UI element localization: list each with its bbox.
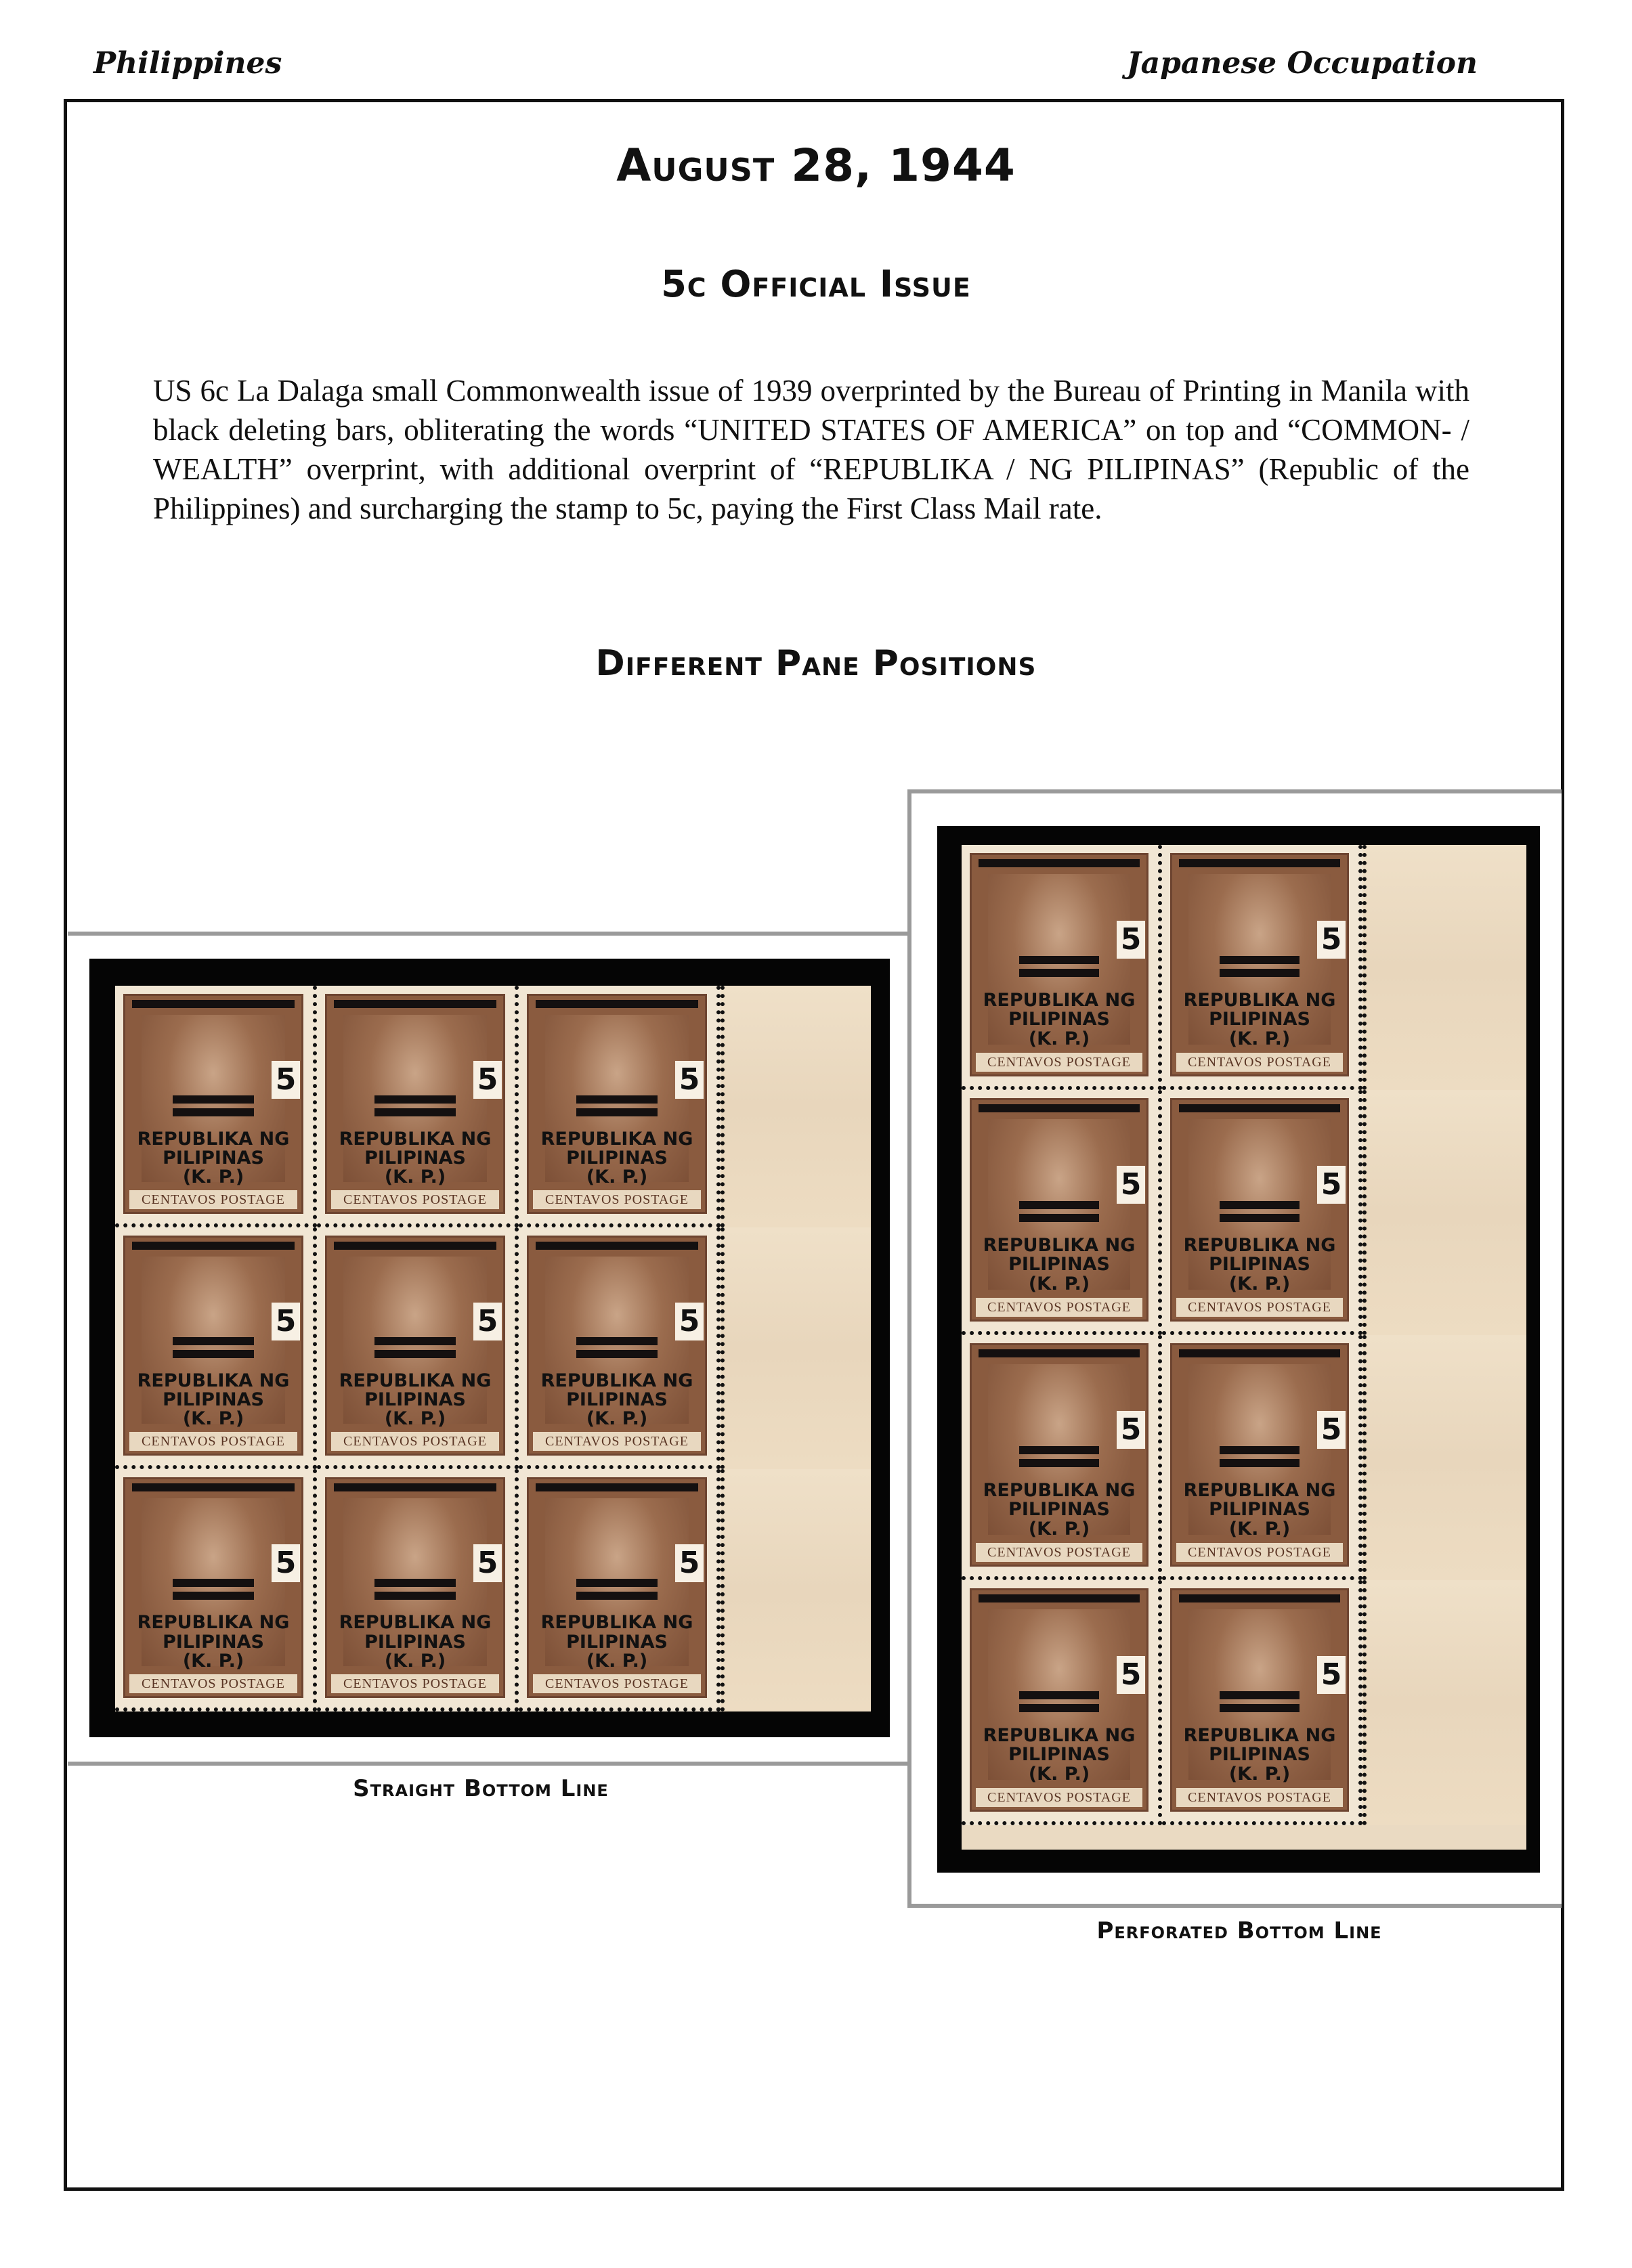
overprint-line: PILIPINAS [566, 1631, 668, 1653]
deleting-bar [536, 1483, 698, 1491]
deleting-bar [173, 1592, 254, 1600]
deleting-bar [132, 1242, 295, 1250]
stamp-design [325, 1236, 505, 1456]
deleting-bar [576, 1095, 658, 1104]
deleting-bar [979, 1104, 1140, 1112]
stamp-denomination-label: CENTAVOS POSTAGE [533, 1432, 701, 1451]
stamp-denomination-label: CENTAVOS POSTAGE [976, 1788, 1142, 1807]
stamp-design [1170, 1098, 1349, 1322]
deleting-bar [1220, 1214, 1300, 1222]
overprint-line: (K. P.) [1228, 1518, 1291, 1540]
stamp [519, 1469, 721, 1711]
deleting-bar [374, 1592, 456, 1600]
deleting-bar [536, 1000, 698, 1008]
overprint-line: PILIPINAS [364, 1389, 466, 1411]
section-title: Different Pane Positions [595, 643, 1037, 684]
stamp-denomination-label: CENTAVOS POSTAGE [1176, 1298, 1343, 1317]
sheet-selvage [1362, 1090, 1526, 1335]
overprint-line: PILIPINAS [364, 1148, 466, 1169]
deleting-bar [576, 1592, 658, 1600]
surcharge-value: 5 [1117, 1656, 1145, 1694]
overprint-line: REPUBLIKA NG [137, 1370, 290, 1391]
deleting-bar [1019, 1201, 1099, 1209]
deleting-bar [1019, 1691, 1099, 1699]
overprint-line: (K. P.) [384, 1166, 446, 1188]
deleting-bar [1019, 956, 1099, 964]
overprint-line: PILIPINAS [566, 1389, 668, 1411]
stamp-denomination-label: CENTAVOS POSTAGE [533, 1674, 701, 1693]
overprint-line: REPUBLIKA NG [339, 1612, 492, 1634]
deleting-bar [374, 1095, 456, 1104]
surcharge-value: 5 [473, 1303, 502, 1340]
overprint-line: PILIPINAS [364, 1631, 466, 1653]
stamp [962, 1090, 1162, 1335]
deleting-bar [1179, 859, 1340, 867]
overprint-line: REPUBLIKA NG [540, 1612, 693, 1634]
overprint-line: REPUBLIKA NG [983, 1724, 1136, 1746]
stamp [519, 986, 721, 1227]
deleting-bar [173, 1337, 254, 1345]
surcharge-value: 5 [272, 1303, 300, 1340]
deleting-bar [979, 1349, 1140, 1357]
overprint-line: (K. P.) [182, 1408, 244, 1430]
stamp [317, 1469, 519, 1711]
deleting-bar [334, 1242, 496, 1250]
stamp [962, 845, 1162, 1090]
overprint-line: (K. P.) [1028, 1518, 1090, 1540]
sheet-selvage [721, 1227, 871, 1469]
overprint-text [972, 1726, 1146, 1784]
stamp-denomination-label: CENTAVOS POSTAGE [331, 1674, 499, 1693]
overprint-line: (K. P.) [182, 1166, 244, 1188]
stamp [1162, 1580, 1362, 1825]
stamp-denomination-label: CENTAVOS POSTAGE [129, 1674, 297, 1693]
deleting-bar [576, 1350, 658, 1358]
surcharge-value: 5 [675, 1303, 704, 1340]
stamp [317, 1227, 519, 1469]
stamp-design [970, 853, 1148, 1076]
overprint-line: REPUBLIKA NG [339, 1370, 492, 1391]
deleting-bar [173, 1108, 254, 1116]
stamp-denomination-label: CENTAVOS POSTAGE [129, 1432, 297, 1451]
surcharge-value: 5 [1317, 1166, 1346, 1204]
overprint-line: (K. P.) [1028, 1763, 1090, 1785]
deleting-bar [173, 1095, 254, 1104]
sheet-selvage [1362, 845, 1526, 1090]
overprint-line: (K. P.) [384, 1408, 446, 1430]
deleting-bar [979, 859, 1140, 867]
stamp-block-straight [115, 986, 871, 1711]
overprint-line: (K. P.) [384, 1651, 446, 1672]
overprint-text [1172, 1481, 1347, 1539]
overprint-line: PILIPINAS [163, 1631, 264, 1653]
overprint-line: REPUBLIKA NG [1183, 989, 1336, 1011]
overprint-line: PILIPINAS [1008, 1744, 1110, 1766]
deleting-bar [173, 1350, 254, 1358]
surcharge-value: 5 [272, 1061, 300, 1099]
deleting-bar [1179, 1349, 1340, 1357]
stamp-design [970, 1343, 1148, 1567]
deleting-bar [1220, 1459, 1300, 1467]
overprint-line: PILIPINAS [1008, 1009, 1110, 1030]
stamp-design [970, 1098, 1148, 1322]
deleting-bar [132, 1000, 295, 1008]
overprint-line: PILIPINAS [1209, 1009, 1310, 1030]
stamp-denomination-label: CENTAVOS POSTAGE [331, 1190, 499, 1209]
stamp-denomination-label: CENTAVOS POSTAGE [1176, 1543, 1343, 1562]
overprint-line: REPUBLIKA NG [540, 1128, 693, 1150]
stamp [519, 1227, 721, 1469]
stamp-design [325, 994, 505, 1214]
stamp-design [1170, 853, 1349, 1076]
stamp [115, 1469, 317, 1711]
overprint-line: (K. P.) [586, 1166, 648, 1188]
deleting-bar [1220, 969, 1300, 977]
overprint-line: (K. P.) [1228, 1273, 1291, 1294]
overprint-text [972, 1481, 1146, 1539]
overprint-line: REPUBLIKA NG [1183, 1479, 1336, 1501]
overprint-text [972, 991, 1146, 1049]
overprint-text [1172, 991, 1347, 1049]
overprint-line: PILIPINAS [1209, 1744, 1310, 1766]
stamp [115, 1227, 317, 1469]
overprint-line: PILIPINAS [1008, 1254, 1110, 1275]
overprint-text [125, 1372, 301, 1429]
overprint-line: (K. P.) [182, 1651, 244, 1672]
stamp-design [123, 994, 303, 1214]
stamp [1162, 1335, 1362, 1580]
overprint-line: PILIPINAS [163, 1148, 264, 1169]
deleting-bar [1220, 1704, 1300, 1712]
deleting-bar [576, 1337, 658, 1345]
deleting-bar [334, 1000, 496, 1008]
stamp-denomination-label: CENTAVOS POSTAGE [976, 1053, 1142, 1072]
overprint-text [529, 1613, 705, 1671]
overprint-line: (K. P.) [586, 1651, 648, 1672]
issue-description: US 6c La Dalaga small Commonwealth issue of 1939 overprinted by the Bureau of Printing in Manila with black deleting bars, obliterating the words “UNITED STATES OF AMERICA” on top and “COMMON- / WEALTH” overprint, with additional overprint of “REPUBLIKA / NG PILIPINAS” (Republic of the Philippines) and surcharging the stamp to 5c, paying the First Class Mail rate. [153, 374, 1469, 525]
sheet-selvage [1362, 1580, 1526, 1825]
deleting-bar [374, 1350, 456, 1358]
stamp-design [1170, 1343, 1349, 1567]
surcharge-value: 5 [675, 1061, 704, 1099]
stamp-design [123, 1236, 303, 1456]
stamp-denomination-label: CENTAVOS POSTAGE [331, 1432, 499, 1451]
stamp-design [527, 1477, 707, 1698]
overprint-line: REPUBLIKA NG [983, 1479, 1136, 1501]
surcharge-value: 5 [1317, 1411, 1346, 1449]
stamp-design [527, 1236, 707, 1456]
deleting-bar [173, 1579, 254, 1587]
stamp-denomination-label: CENTAVOS POSTAGE [1176, 1053, 1343, 1072]
overprint-line: REPUBLIKA NG [1183, 1724, 1336, 1746]
overprint-text [125, 1613, 301, 1671]
deleting-bar [1179, 1594, 1340, 1602]
overprint-line: PILIPINAS [1008, 1499, 1110, 1521]
overprint-text [1172, 1236, 1347, 1294]
deleting-bar [536, 1242, 698, 1250]
stamp-design [325, 1477, 505, 1698]
overprint-line: (K. P.) [1028, 1028, 1090, 1049]
overprint-line: (K. P.) [1228, 1028, 1291, 1049]
deleting-bar [1019, 1214, 1099, 1222]
deleting-bar [1220, 1691, 1300, 1699]
sheet-selvage [721, 986, 871, 1227]
surcharge-value: 5 [675, 1544, 704, 1582]
stamp-denomination-label: CENTAVOS POSTAGE [533, 1190, 701, 1209]
deleting-bar [979, 1594, 1140, 1602]
deleting-bar [132, 1483, 295, 1491]
overprint-line: REPUBLIKA NG [137, 1612, 290, 1634]
header-country: Philippines [93, 46, 282, 81]
sheet-selvage [721, 1469, 871, 1711]
deleting-bar [1220, 1201, 1300, 1209]
deleting-bar [1179, 1104, 1340, 1112]
stamp [317, 986, 519, 1227]
page-title-date: August 28, 1944 [616, 139, 1016, 192]
overprint-line: REPUBLIKA NG [983, 989, 1136, 1011]
stamp-denomination-label: CENTAVOS POSTAGE [976, 1298, 1142, 1317]
overprint-text [125, 1130, 301, 1187]
deleting-bar [374, 1108, 456, 1116]
surcharge-value: 5 [1117, 1411, 1145, 1449]
header-period: Japanese Occupation [1126, 46, 1478, 81]
issue-title: 5c Official Issue [661, 263, 971, 305]
overprint-line: PILIPINAS [566, 1148, 668, 1169]
stamp-design [1170, 1588, 1349, 1812]
surcharge-value: 5 [1117, 921, 1145, 959]
stamp [1162, 845, 1362, 1090]
overprint-line: (K. P.) [1228, 1763, 1291, 1785]
deleting-bar [1019, 1704, 1099, 1712]
deleting-bar [1019, 969, 1099, 977]
stamp-denomination-label: CENTAVOS POSTAGE [976, 1543, 1142, 1562]
deleting-bar [576, 1108, 658, 1116]
surcharge-value: 5 [272, 1544, 300, 1582]
deleting-bar [374, 1337, 456, 1345]
stamp-design [970, 1588, 1148, 1812]
surcharge-value: 5 [1317, 921, 1346, 959]
overprint-text [327, 1372, 503, 1429]
stamp-denomination-label: CENTAVOS POSTAGE [129, 1190, 297, 1209]
stamp-design [527, 994, 707, 1214]
deleting-bar [1019, 1459, 1099, 1467]
deleting-bar [576, 1579, 658, 1587]
deleting-bar [334, 1483, 496, 1491]
stamp-block-perforated [962, 845, 1526, 1850]
stamp-denomination-label: CENTAVOS POSTAGE [1176, 1788, 1343, 1807]
overprint-line: REPUBLIKA NG [540, 1370, 693, 1391]
stamp [962, 1580, 1162, 1825]
sheet-selvage [1362, 1335, 1526, 1580]
overprint-line: REPUBLIKA NG [983, 1234, 1136, 1256]
surcharge-value: 5 [473, 1061, 502, 1099]
overprint-line: REPUBLIKA NG [339, 1128, 492, 1150]
surcharge-value: 5 [1117, 1166, 1145, 1204]
stamp [115, 986, 317, 1227]
overprint-line: (K. P.) [586, 1408, 648, 1430]
overprint-line: (K. P.) [1028, 1273, 1090, 1294]
stamp-design [123, 1477, 303, 1698]
deleting-bar [374, 1579, 456, 1587]
overprint-line: PILIPINAS [1209, 1499, 1310, 1521]
deleting-bar [1019, 1446, 1099, 1454]
stamp [962, 1335, 1162, 1580]
overprint-text [1172, 1726, 1347, 1784]
caption-perforated-bottom-line: Perforated Bottom Line [1096, 1917, 1382, 1944]
overprint-text [529, 1130, 705, 1187]
overprint-line: PILIPINAS [1209, 1254, 1310, 1275]
overprint-text [327, 1130, 503, 1187]
overprint-line: REPUBLIKA NG [137, 1128, 290, 1150]
overprint-text [972, 1236, 1146, 1294]
overprint-text [529, 1372, 705, 1429]
overprint-line: PILIPINAS [163, 1389, 264, 1411]
surcharge-value: 5 [473, 1544, 502, 1582]
overprint-text [327, 1613, 503, 1671]
deleting-bar [1220, 956, 1300, 964]
deleting-bar [1220, 1446, 1300, 1454]
overprint-line: REPUBLIKA NG [1183, 1234, 1336, 1256]
stamp [1162, 1090, 1362, 1335]
surcharge-value: 5 [1317, 1656, 1346, 1694]
caption-straight-bottom-line: Straight Bottom Line [353, 1775, 609, 1802]
